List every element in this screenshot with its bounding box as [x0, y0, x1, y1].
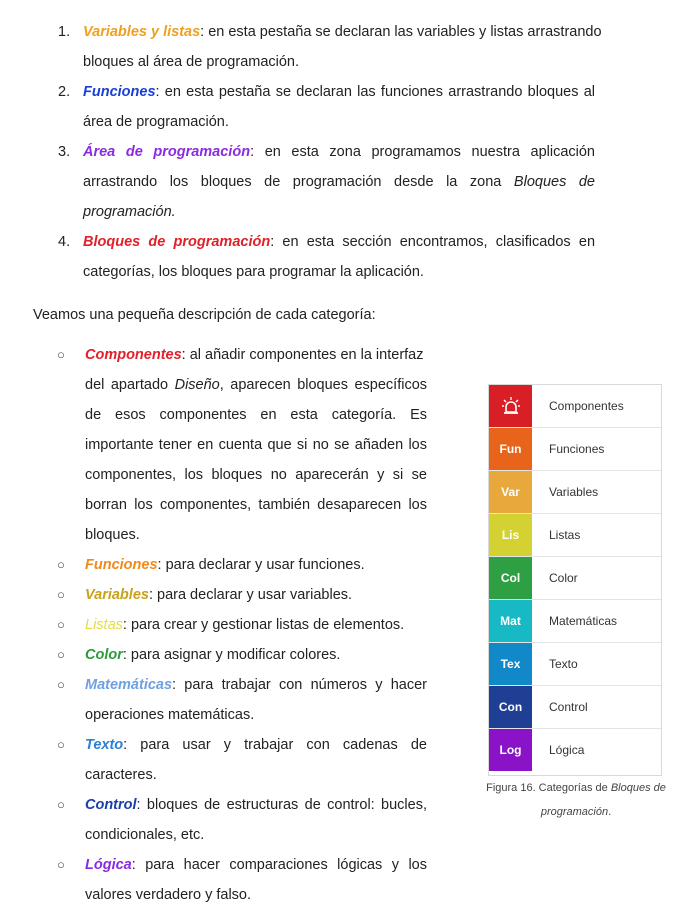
bullet-icon: ○: [57, 587, 65, 602]
category-logica[interactable]: [489, 729, 661, 772]
category-label: Matemáticas: [549, 614, 618, 628]
keyword: Variables: [85, 587, 149, 603]
category-label: Control: [549, 700, 588, 714]
bullet-variables: [85, 585, 352, 605]
list-item: [83, 82, 595, 102]
bullet-icon: ○: [57, 617, 65, 632]
item-text: , aparecen bloques específicos: [219, 377, 428, 393]
item-continuation: [85, 375, 427, 395]
item-text: : para asignar y modificar colores.: [122, 647, 341, 663]
caption-text: .: [608, 806, 612, 818]
keyword: Texto: [85, 737, 124, 753]
item-continuation: condicionales, etc.: [85, 827, 205, 843]
item-continuation: operaciones matemáticas.: [85, 707, 255, 723]
category-control[interactable]: [489, 686, 661, 729]
bullet-matematicas: [85, 675, 427, 695]
item-text: : para crear y gestionar listas de elementos.: [122, 617, 405, 633]
category-color[interactable]: [489, 557, 661, 600]
category-swatch: Log: [489, 729, 532, 771]
item-text: : para trabajar con números y hacer: [172, 677, 427, 693]
item-continuation: bloques al área de programación.: [83, 54, 300, 70]
alarm-light-icon: [501, 396, 521, 416]
item-text: : para usar y trabajar con cadenas de: [123, 737, 427, 753]
category-texto[interactable]: [489, 643, 661, 686]
item-text: : en esta pestaña se declaran las funciones arrastrando bloques al: [155, 84, 595, 100]
category-label: Color: [549, 571, 578, 585]
intro-paragraph: Veamos una pequeña descripción de cada categoría:: [33, 307, 376, 323]
keyword: Componentes: [85, 347, 182, 363]
bullet-funciones: [85, 555, 365, 575]
keyword: Color: [85, 647, 123, 663]
item-continuation: programación.: [83, 204, 176, 220]
list-number: 3.: [58, 144, 71, 160]
item-text: : para declarar y usar variables.: [148, 587, 353, 603]
category-swatch: Col: [489, 557, 532, 599]
keyword: Bloques de programación: [83, 234, 271, 250]
item-text: : al añadir componentes en la interfaz: [181, 347, 424, 363]
bullet-color: [85, 645, 340, 665]
category-componentes[interactable]: [489, 385, 661, 428]
item-continuation: bloques.: [85, 527, 140, 543]
item-text: : para hacer comparaciones lógicas y los: [131, 857, 427, 873]
bullet-icon: ○: [57, 557, 65, 572]
category-swatch: [489, 385, 532, 427]
item-text: del apartado: [85, 377, 169, 393]
caption-text: Figura 16. Categorías de: [486, 782, 608, 794]
bullet-componentes: [85, 345, 424, 365]
item-text: : para declarar y usar funciones.: [157, 557, 365, 573]
figure-caption-line2: [478, 800, 674, 824]
category-label: Funciones: [549, 442, 605, 456]
category-swatch: Fun: [489, 428, 532, 470]
category-label: Listas: [549, 528, 581, 542]
list-number: 4.: [58, 234, 71, 250]
item-continuation: de esos componentes en esta categoría. Es: [85, 407, 427, 423]
category-label: Componentes: [549, 399, 624, 413]
item-continuation: borran los componentes, también desaparecen los: [85, 497, 427, 513]
figure-caption: [478, 776, 674, 800]
caption-italic: programación: [540, 806, 609, 818]
category-funciones[interactable]: [489, 428, 661, 471]
category-listas[interactable]: [489, 514, 661, 557]
item-continuation: [83, 172, 595, 192]
bullet-icon: ○: [57, 737, 65, 752]
keyword: Matemáticas: [85, 677, 173, 693]
bullet-icon: ○: [57, 647, 65, 662]
category-panel: [488, 384, 662, 776]
caption-italic: Bloques de: [610, 782, 666, 794]
bullet-icon: ○: [57, 857, 65, 872]
keyword: Funciones: [83, 84, 156, 100]
keyword: Área de programación: [83, 144, 251, 160]
italic-text: Diseño: [174, 377, 220, 393]
category-swatch: Tex: [489, 643, 532, 685]
item-continuation: valores verdadero y falso.: [85, 887, 252, 903]
list-item: [83, 142, 595, 162]
item-text: : bloques de estructuras de control: bucles,: [136, 797, 427, 813]
item-continuation: importante tener en cuenta que si no se añaden los: [85, 437, 427, 453]
category-swatch: Con: [489, 686, 532, 728]
bullet-icon: ○: [57, 347, 65, 362]
bullet-listas: [85, 615, 404, 635]
item-text: : en esta zona programamos nuestra aplicación: [250, 144, 595, 160]
item-continuation: caracteres.: [85, 767, 157, 783]
list-number: 1.: [58, 24, 71, 40]
keyword: Control: [85, 797, 137, 813]
category-label: Variables: [549, 485, 599, 499]
keyword: Funciones: [85, 557, 158, 573]
bullet-icon: ○: [57, 797, 65, 812]
bullet-control: [85, 795, 427, 815]
item-text: : en esta sección encontramos, clasificados en: [270, 234, 596, 250]
category-swatch: Var: [489, 471, 532, 513]
bullet-texto: [85, 735, 427, 755]
list-item: [83, 22, 602, 42]
keyword: Variables y listas: [83, 24, 201, 40]
category-label: Texto: [549, 657, 578, 671]
category-swatch: Lis: [489, 514, 532, 556]
list-number: 2.: [58, 84, 71, 100]
item-continuation: categorías, los bloques para programar la aplicación.: [83, 264, 424, 280]
italic-text: Bloques de: [513, 174, 596, 190]
item-continuation: componentes, los bloques no aparecerán y si se: [85, 467, 427, 483]
category-swatch: Mat: [489, 600, 532, 642]
item-text: : en esta pestaña se declaran las variables y listas arrastrando: [200, 24, 602, 40]
keyword: Listas: [85, 617, 123, 633]
category-matematicas[interactable]: [489, 600, 661, 643]
bullet-icon: ○: [57, 677, 65, 692]
category-variables[interactable]: [489, 471, 661, 514]
list-item: [83, 232, 595, 252]
keyword: Lógica: [85, 857, 132, 873]
category-label: Lógica: [549, 743, 585, 757]
item-continuation: área de programación.: [83, 114, 229, 130]
item-text: arrastrando los bloques de programación desde la zona: [83, 174, 502, 190]
bullet-logica: [85, 855, 427, 875]
